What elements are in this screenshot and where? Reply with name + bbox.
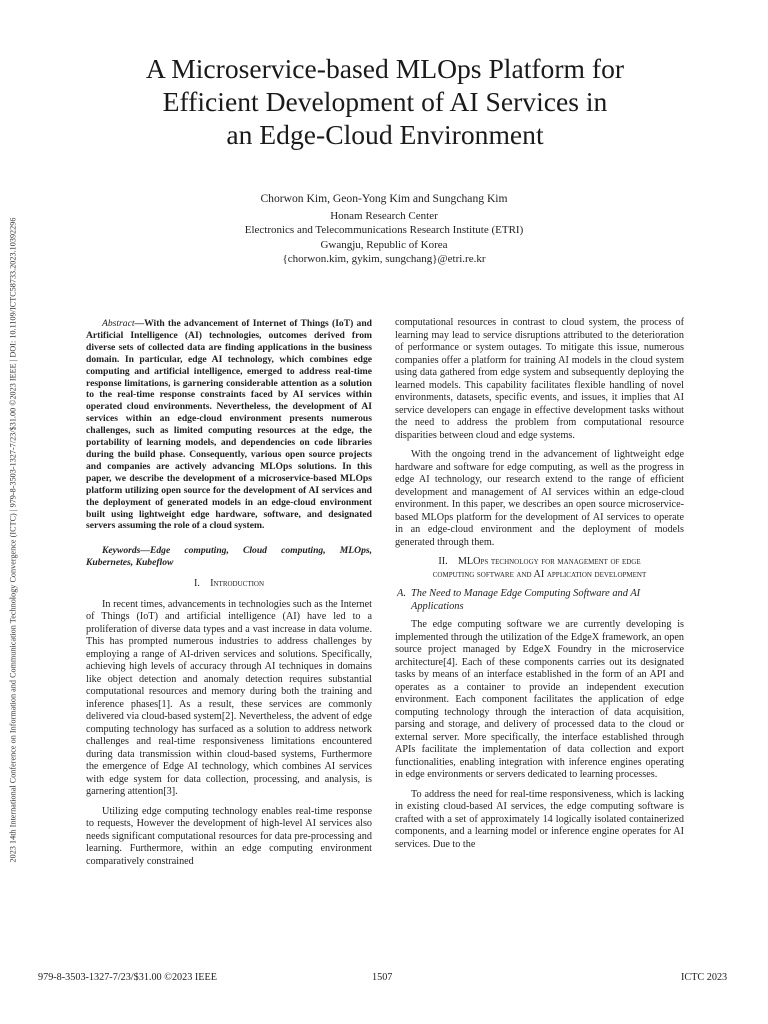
author-names: Chorwon Kim, Geon-Yong Kim and Sungchang Kim — [260, 192, 508, 205]
keywords-text: Edge computing, Cloud computing, MLOps, Kubernetes, Kubeflow — [86, 545, 372, 569]
paragraph: computational resources in contrast to cloud system, the process of learning may lead to service disruptions attributed to the deterioration of performance or system outages. To mitigate this issue, numerous companies offer a platform for training AI models in the cloud system using data gathered from edge system and subsequently deploying the learned models. This capability facilitates flexible handling of novel environments, datasets, specific events, and issues, it implies that AI service developers can engage in effective development tasks without the need to address the problem from computational resource disparities between cloud and edge systems. — [395, 317, 684, 441]
subsection-title: The Need to Manage Edge Computing Software and AI Applications — [411, 588, 641, 612]
title-line: an Edge-Cloud Environment — [226, 119, 544, 150]
subsection-heading — [395, 588, 684, 613]
sidebar-citation — [4, 100, 22, 980]
paragraph: In recent times, advancements in technologies such as the Internet of Things (IoT) and artificial intelligence (AI) have led to a proliferation of diverse data types and a vast increase in data volume. This has prompted numerous industries to address challenges by employing a range of AI-driven services and solutions. Specifically, achieving high levels of accuracy through AI techniques in domains like object detection and anomaly detection requires substantial computational resources and memory during both the training and inference phases[1]. As a result, these services are commonly delivered via cloud-based system[2]. Nevertheless, the advent of edge computing technology has surfaced as a solution to address network challenges and real-time responsiveness limitations encountered during data transmission within cloud-based systems, Furthermore the emergence of Edge AI technology, which combines AI services with edge system for data collection, processing, and analysis, is garnering attention[3]. — [86, 598, 372, 798]
abstract-text: With the advancement of Internet of Things (IoT) and Artificial Intelligence (AI) technologies, outcomes derived from diverse sets of collected data are finding applications in the business domain. In particular, edge AI technology, which combines edge computing and artificial intelligence, emerged to address real-time response limitations, is garnering considerable attention as a solution to the real-time response constraints faced by AI services within operated cloud environments. Nevertheless, the development of AI services within an edge-cloud environment presents numerous challenges, such as limited computing resources at the edge, the portability of learning models, and dependencies on code libraries during the build phase. Consequently, various open source projects and companies are actively advancing MLOps solutions. In this paper, we describe the development of a microservice-based MLOps platform utilizing open source for the development of AI services and the deployment of generated models in an edge-cloud environment built using lightweight edge hardware, software, and designated servers assuming the role of a cloud system. — [86, 318, 372, 532]
footer-conference: ICTC 2023 — [681, 972, 728, 983]
footer-isbn: 979-8-3503-1327-7/23/$31.00 ©2023 IEEE — [38, 972, 217, 983]
paper-title — [90, 52, 680, 151]
affiliation-line: Gwangju, Republic of Korea — [320, 238, 448, 251]
section-title-line: MLOps technology for management of edge — [457, 556, 641, 567]
affiliation-line: Honam Research Center — [330, 209, 438, 222]
affiliation-line: Electronics and Telecommunications Research Institute (ETRI) — [244, 224, 524, 237]
keywords-label: Keywords — [102, 545, 141, 557]
title-line: A Microservice-based MLOps Platform for — [145, 53, 625, 84]
paragraph: With the ongoing trend in the advancement of lightweight edge hardware and software for edge computing, as well as the progress in edge AI technology, our research extend to the range of efficient development and management of AI services within an edge-cloud environment. In this paper, we describes an open source microservice-based MLOps platform for the development of AI services to operate in an edge-cloud environment and the deployment of models generated through them. — [395, 449, 684, 548]
section2-body — [395, 619, 684, 851]
subsection-number: A. — [397, 588, 406, 599]
right-column — [395, 317, 684, 851]
abstract-label: Abstract — [102, 318, 135, 329]
section-heading-mlops — [395, 555, 684, 581]
author-block — [150, 192, 618, 267]
paragraph: To address the need for real-time responsiveness, which is lacking in existing cloud-based AI services, the edge computing software is crafted with a set of approximately 14 logically isolated containerized components, and a learning model or inference engine operates for AI services. Due to the — [395, 788, 684, 850]
section-number: II. — [438, 556, 448, 567]
page-number: 1507 — [372, 972, 393, 983]
section-title-line: computing software and AI application development — [432, 569, 647, 580]
section-number: I. — [193, 578, 200, 590]
sidebar-citation-text: 2023 14th International Conference on Information and Communication Technology Convergence (ICTC) | 979-8-3503-1327-7/23/$31.00 ©2023 IEEE | DOI: 10.1109/ICTC58733.2023.10392296 — [8, 217, 18, 863]
introduction-body — [86, 599, 372, 869]
left-column — [86, 318, 372, 868]
right-column-body — [395, 317, 684, 549]
paragraph: Utilizing edge computing technology enables real-time response to requests, However the development of high-level AI services also needs significant computational resources for data pre-processing and learning. Furthermore, within an edge computing environment comparatively constrained — [86, 805, 372, 867]
section-heading-introduction — [86, 578, 372, 591]
keywords: Keywords—Edge computing, Cloud computing, MLOps, Kubernetes, Kubeflow — [86, 545, 372, 569]
section-title: Introduction — [210, 578, 265, 590]
abstract: Abstract—With the advancement of Internet of Things (IoT) and Artificial Intelligence (AI) technologies, outcomes derived from diverse sets of collected data are finding applications in the business domain. In particular, edge AI technology, which combines edge computing and artificial intelligence, emerged to address real-time response limitations, is garnering considerable attention as a solution to the real-time response constraints faced by AI services within operated cloud environments. Nevertheless, the development of AI services within an edge-cloud environment presents numerous challenges, such as limited computing resources at the edge, the portability of learning models, and dependencies on code libraries during the build phase. Consequently, various open source projects and companies are actively advancing MLOps solutions. In this paper, we describe the development of a microservice-based MLOps platform utilizing open source for the development of AI services and the deployment of generated models in an edge-cloud environment built using lightweight edge hardware, software, and designated servers assuming the role of a cloud system. — [86, 318, 372, 532]
title-line: Efficient Development of AI Services in — [162, 86, 608, 117]
author-emails: {chorwon.kim, gykim, sungchang}@etri.re.kr — [282, 253, 486, 266]
paragraph: The edge computing software we are currently developing is implemented through the utilization of the EdgeX framework, an open source project managed by EdgeX Foundry in the microservice architecture[4]. Each of these components carries out its designated tasks by means of an interface established in the form of an API and operates as a container to provide an independent execution environment. Each component facilitates the application of edge computing technology through the interaction of data acquisition, parsing and storage, and delivery of processed data to the cloud or external server. More specifically, the interface established through APIs facilitate the implementation of data collection and export functionalities, enabling integration with inference engines operating in edge environments or servers dedicated to learning processes. — [395, 619, 684, 780]
